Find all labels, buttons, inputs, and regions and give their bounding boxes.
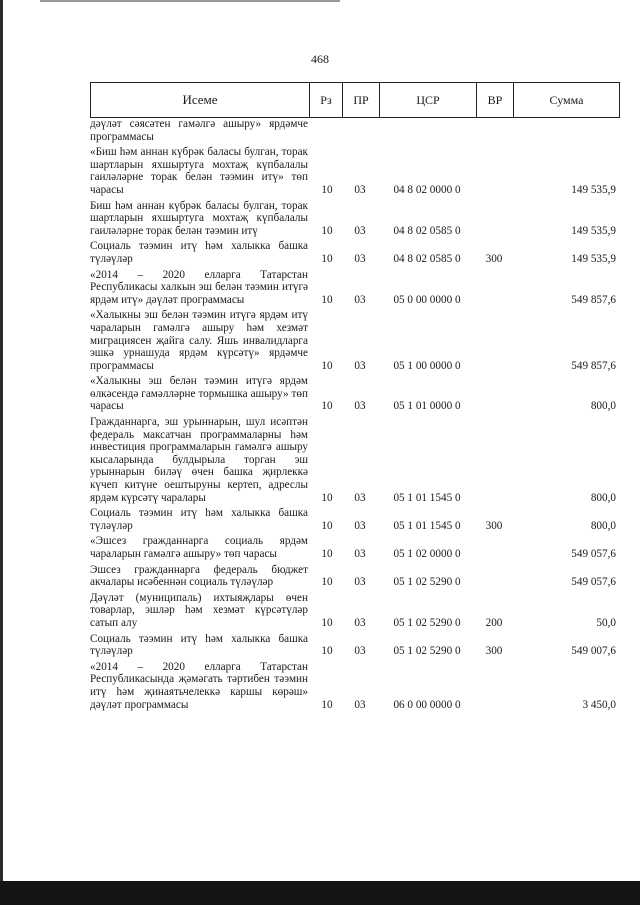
table-row <box>90 416 618 504</box>
table-row <box>90 592 618 630</box>
cell-sum: 149 535,9 <box>571 252 616 265</box>
page-number: 468 <box>311 52 329 66</box>
cell-rz: 10 <box>321 519 333 532</box>
cell-name: Социаль тәэмин итү һәм халыкка башка түләүләр <box>90 507 308 532</box>
table-row <box>90 633 618 658</box>
cell-csr: 05 1 01 1545 0 <box>393 519 461 532</box>
cell-rz: 10 <box>321 645 333 658</box>
table-row <box>90 118 618 143</box>
cell-name: Социаль тәэмин итү һәм халыкка башка түләүләр <box>90 240 308 265</box>
cell-name: «2014 – 2020 елларга Татарстан Республикасында җәмәгать тәртибен тәэмин итү һәм җинаятьчелеккә каршы көрәш» дәүләт программасы <box>90 660 308 711</box>
table-body <box>90 118 618 714</box>
cell-sum: 3 450,0 <box>582 698 616 711</box>
cell-sum: 549 007,6 <box>571 645 616 658</box>
cell-sum: 149 535,9 <box>571 224 616 237</box>
cell-rz: 10 <box>321 491 333 504</box>
cell-sum: 800,0 <box>590 519 616 532</box>
table-row <box>90 200 618 238</box>
cell-csr: 05 1 02 5290 0 <box>393 576 461 589</box>
table-row <box>90 240 618 265</box>
cell-sum: 549 057,6 <box>571 548 616 560</box>
cell-name: «2014 – 2020 елларга Татарстан Республикасы халкын эш белән тәэмин итүгә ярдәм итү» дәүләт программасы <box>90 268 308 306</box>
cell-csr: 04 8 02 0000 0 <box>393 183 461 196</box>
scan-left-edge <box>0 0 3 905</box>
header-pr: ПР <box>343 83 380 117</box>
cell-csr: 05 1 02 5290 0 <box>393 616 461 629</box>
cell-pr: 03 <box>354 645 366 658</box>
cell-sum: 800,0 <box>590 400 616 413</box>
cell-csr: 05 1 02 0000 0 <box>393 548 461 560</box>
scan-bottom-edge <box>0 881 640 905</box>
cell-rz: 10 <box>321 616 333 629</box>
cell-sum: 50,0 <box>596 616 616 629</box>
cell-pr: 03 <box>354 224 366 237</box>
cell-csr: 05 1 01 0000 0 <box>393 400 461 413</box>
cell-pr: 03 <box>354 183 366 196</box>
table-row <box>90 564 618 589</box>
cell-csr: 04 8 02 0585 0 <box>393 224 461 237</box>
cell-name: Эшсез гражданнарга федераль бюджет акчалары исәбеннән социаль түләүләр <box>90 563 308 589</box>
cell-name: «Эшсез гражданнарга социаль ярдәм чараларын гамәлгә ашыру» төп чарасы <box>90 535 308 560</box>
cell-pr: 03 <box>354 548 366 560</box>
cell-pr: 03 <box>354 252 366 265</box>
cell-name: «Халыкны эш белән тәэмин итүгә ярдәм итү чараларын гамәлгә ашыру һәм хезмәт миграциясен җайга салу. Яшь инвалидларга эшкә урнашуда ярдәм күрсәтү» ярдәмче программасы <box>90 309 308 372</box>
cell-sum: 549 857,6 <box>571 359 616 372</box>
cell-vr: 300 <box>485 519 503 532</box>
cell-sum: 800,0 <box>590 491 616 504</box>
cell-name: Гражданнарга, эш урыннарын, шул исәптән федераль максатчан программаларны һәм инвестиция программаларын гамәлгә ашыру кысаларында булдырыла торган эш урыннарын биләү өчен башка җирлеккә күчеп китүне оештыруны кертеп, адреслы ярдәм күрсәтү чаралары <box>90 416 308 504</box>
cell-vr: 300 <box>485 645 503 658</box>
cell-rz: 10 <box>321 252 333 265</box>
cell-name: «Биш һәм аннан күбрәк баласы булган, торак шартларын яхшыртуга мохтаҗ күпбалалы гаиләләрне торак белән тәэмин итү» төп чарасы <box>90 146 308 196</box>
cell-name: Социаль тәэмин итү һәм халыкка башка түләүләр <box>90 632 308 658</box>
cell-rz: 10 <box>321 183 333 196</box>
table-row <box>90 507 618 532</box>
cell-csr: 05 1 01 1545 0 <box>393 491 461 504</box>
cell-rz: 10 <box>321 224 333 237</box>
cell-name: «Халыкны эш белән тәэмин итүгә ярдәм өлкәсендә гамәлләрне тормышка ашыру» төп чарасы <box>90 375 308 413</box>
cell-pr: 03 <box>354 576 366 589</box>
cell-name: дәүләт сәясәтен гамәлгә ашыру» ярдәмче программасы <box>90 118 308 143</box>
cell-rz: 10 <box>321 576 333 589</box>
header-csr: ЦСР <box>380 83 477 117</box>
cell-pr: 03 <box>354 616 366 629</box>
table-row <box>90 535 618 560</box>
cell-pr: 03 <box>354 491 366 504</box>
cell-csr: 05 1 00 0000 0 <box>393 359 461 372</box>
cell-rz: 10 <box>321 359 333 372</box>
cell-rz: 10 <box>321 548 333 560</box>
table-row <box>90 661 618 711</box>
cell-csr: 06 0 00 0000 0 <box>393 698 461 711</box>
table-row <box>90 375 618 413</box>
cell-pr: 03 <box>354 293 366 306</box>
cell-csr: 05 0 00 0000 0 <box>393 293 461 306</box>
cell-pr: 03 <box>354 400 366 413</box>
table-row <box>90 309 618 372</box>
cell-pr: 03 <box>354 359 366 372</box>
cell-rz: 10 <box>321 698 333 711</box>
cell-vr: 200 <box>485 616 503 629</box>
cell-csr: 04 8 02 0585 0 <box>393 252 461 265</box>
table-row <box>90 146 618 196</box>
table-row <box>90 269 618 307</box>
cell-name: Дәүләт (муниципаль) ихтыяҗлары өчен товарлар, эшләр һәм хезмәт күрсәтүләр сатып алу <box>90 591 308 629</box>
header-sum: Сумма <box>549 92 584 107</box>
cell-sum: 549 057,6 <box>571 576 616 589</box>
cell-vr: 300 <box>485 252 503 265</box>
cell-rz: 10 <box>321 400 333 413</box>
cell-pr: 03 <box>354 519 366 532</box>
cell-rz: 10 <box>321 293 333 306</box>
header-vr: ВР <box>477 83 514 117</box>
cell-pr: 03 <box>354 698 366 711</box>
scan-top-edge <box>40 0 340 2</box>
cell-sum: 549 857,6 <box>571 293 616 306</box>
cell-csr: 05 1 02 5290 0 <box>393 645 461 658</box>
table-header <box>90 82 620 118</box>
header-rz: Рз <box>310 83 343 117</box>
cell-name: Биш һәм аннан күбрәк баласы булган, торак шартларын яхшыртуга мохтаҗ күпбалалы гаиләләрне торак белән тәэмин итү <box>90 199 308 237</box>
header-name: Исеме <box>91 83 310 117</box>
cell-sum: 149 535,9 <box>571 183 616 196</box>
